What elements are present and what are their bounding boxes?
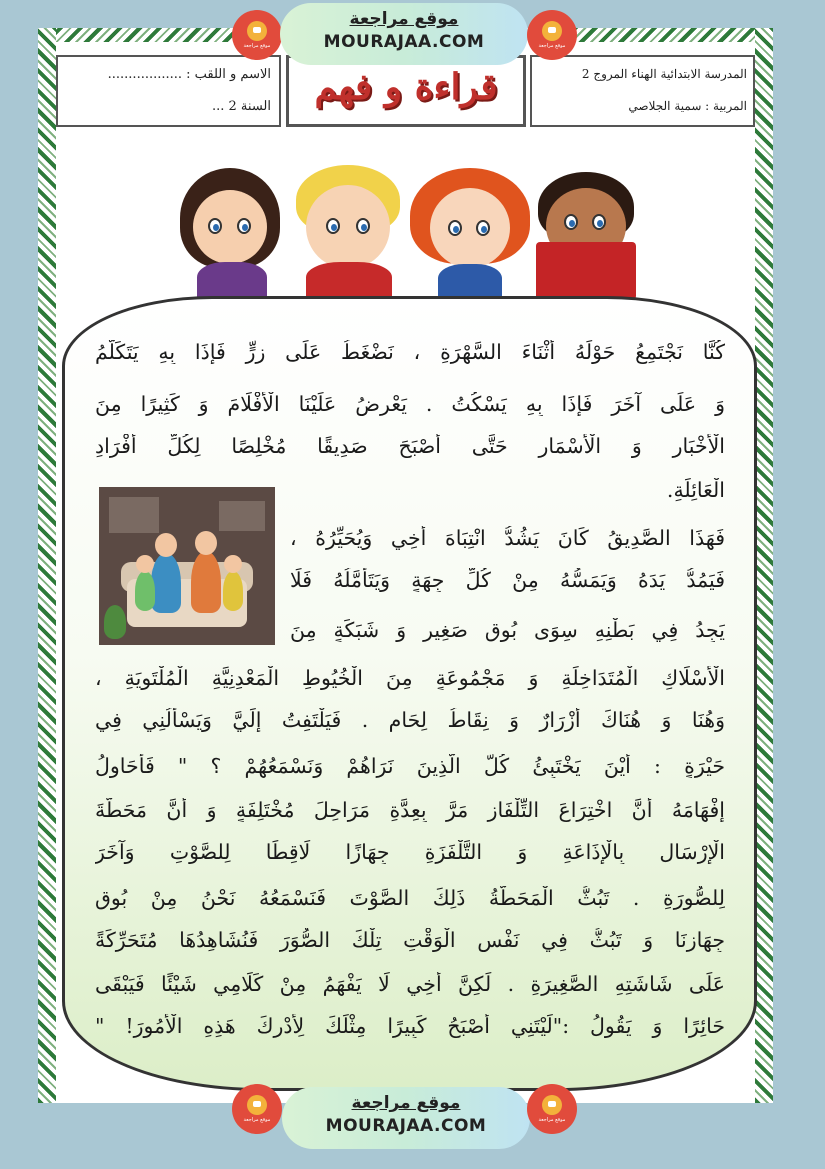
watermark-badge-top[interactable] (280, 3, 528, 65)
girl-dark-hair-figure (175, 150, 285, 300)
passage-line: حَيْرَةٍ : أَيْنَ يَخْتَبِئُ كُلُّ الَّذِينَ نَرَاهُمْ وَنَسْمَعُهُمْ ؟ " فَأُحَاوِلُ (95, 754, 725, 778)
passage-line: فَهَذَا الصَّدِيقُ كَانَ يَشُدُّ انْتِبَاهَ أَخِي وَيُحَيِّرُهُ ، (290, 526, 725, 550)
school-name: المدرسة الابتدائية الهناء المروج 2 (581, 67, 747, 81)
passage-line: الْأَخْبَارِ وَ الْأَسْمَارِ حَتَّى أَصْبَحَ صَدِيقًا مُخْلِصًا لِكُلِّ أَفْرَادِ (95, 434, 725, 458)
class-label: السنة 2 ... (211, 99, 271, 114)
watermark-latin: MOURAJAA.COM (325, 1116, 487, 1136)
school-info-box (530, 55, 755, 127)
worksheet-header (56, 55, 755, 127)
family-watching-tv-illustration (99, 487, 275, 645)
decorative-border-left (38, 28, 56, 1103)
teacher-name: المربية : سمية الجلاصي (628, 99, 747, 113)
mourajaa-logo-icon: موقع مراجعة (527, 10, 577, 60)
student-name-label: الاسم و اللقب : .................. (107, 67, 271, 82)
watermark-badge-bottom[interactable] (282, 1087, 530, 1149)
passage-line: فَيَمُدُّ يَدَهُ وَيَمَسُّهُ مِنْ كُلِّ جِهَةٍ وَيَتَأَمَّلُهُ فَلَا (290, 568, 725, 592)
decorative-border-right (755, 28, 773, 1103)
passage-line: الْإِرْسَالِ بِالْإِذَاعَةِ وَ التَّلْفَزَةِ جِهَازًا لَاقِطًا لِلصَّوْتِ وَآخَرَ (95, 840, 725, 864)
mourajaa-logo-icon: موقع مراجعة (527, 1084, 577, 1134)
watermark-latin: MOURAJAA.COM (323, 32, 485, 52)
passage-line: حَائِرًا وَ يَقُولُ :"لَيْتَنِي أَصْبَحُ كَبِيرًا مِثْلَكَ لِأُدْرِكَ هَذِهِ الْأُمُورَ! " (95, 1014, 725, 1038)
passage-line: الْأَسْلَاكِ الْمُتَدَاخِلَةِ وَ مَجْمُوعَةٍ مِنَ الْخُيُوطِ الْمَعْدِنِيَّةِ الْمُلْتَوِيَةِ ، (95, 666, 725, 690)
passage-line: لِلصُّورَةِ . تَبُثُّ الْمَحَطَّةُ ذَلِكَ الصَّوْتَ فَنَسْمَعُهُ نَحْنُ مِنْ بُوقِ (95, 886, 725, 910)
passage-line: وَ عَلَى آخَرَ فَإِذَا بِهِ يَسْكُتُ . يَعْرِضُ عَلَيْنَا الْأَفْلَامَ وَ كَثِيرًا مِنَ (95, 392, 725, 416)
passage-line: جِهَازِنَا وَ تَبُثُّ فِي نَفْسِ الْوَقْتِ تِلْكَ الصُّوَرَ فَنُشَاهِدُهَا مُتَحَرِّكَةً (95, 928, 725, 952)
passage-line: إِفْهَامَهُ أَنَّ اخْتِرَاعَ التِّلْفَازِ مَرَّ بِعِدَّةِ مَرَاحِلَ مُخْتَلِفَةٍ وَ أَنَّ مَحَطَّةَ (95, 798, 725, 822)
watermark-arabic: موقع مراجعة (349, 9, 459, 29)
boy-reading-book-figure (530, 150, 645, 300)
mourajaa-logo-icon: موقع مراجعة (232, 10, 282, 60)
children-illustration (170, 150, 650, 300)
worksheet-title: قراءة و فهم (314, 66, 498, 108)
passage-line: عَلَى شَاشَتِهِ الصَّغِيرَةِ . لَكِنَّ أَخِي لَا يَفْهَمُ مِنْ كَلَامِي شَيْئًا فَيَبْقَى (95, 972, 725, 996)
boy-blond-figure (288, 150, 408, 300)
passage-line: الْعَائِلَةِ. (666, 478, 725, 502)
title-box (286, 55, 526, 127)
passage-line: وَهُنَا وَ هُنَاكَ أَزْرَارٌ وَ نِقَاطُ لِحَامٍ . فَيَلْتَفِتُ إِلَيَّ وَيَسْأَلُنِي فِي (95, 708, 725, 732)
passage-line: كُنَّا نَجْتَمِعُ حَوْلَهُ أَثْنَاءَ السَّهْرَةِ ، نَضْغَطُ عَلَى زِرٍّ فَإِذَا بِهِ يَتَكَلَّمُ (95, 340, 725, 364)
mourajaa-logo-icon: موقع مراجعة (232, 1084, 282, 1134)
passage-line: يَجِدُ فِي بَطْنِهِ سِوَى بُوقٍ صَغِيرٍ وَ شَبَكَةٍ مِنَ (290, 618, 725, 642)
girl-red-hair-figure (410, 150, 530, 300)
watermark-arabic: موقع مراجعة (351, 1093, 461, 1113)
student-info-box (56, 55, 281, 127)
red-book-icon (536, 242, 636, 300)
